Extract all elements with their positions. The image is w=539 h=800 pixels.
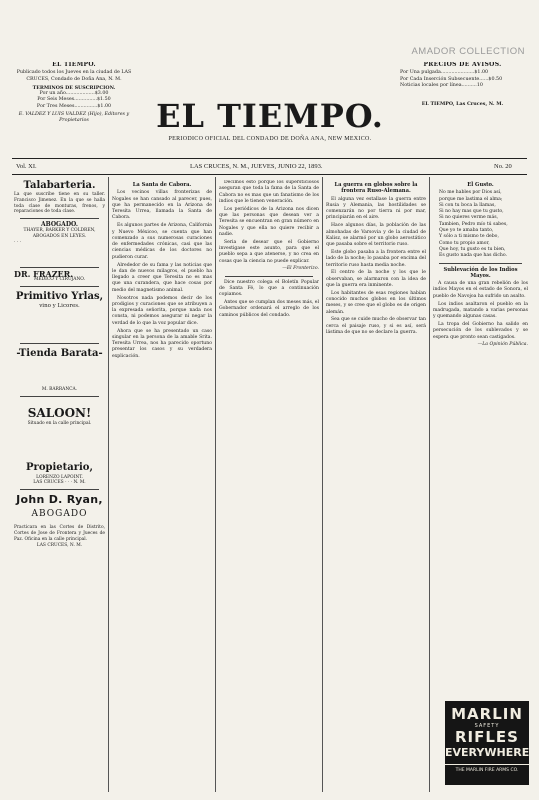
advertising-rate-line: Por Cada Inserción Subsecuente......$0.50 bbox=[400, 76, 503, 82]
ad-saloon-filler bbox=[14, 427, 105, 461]
poem-line: Si no hay mas que tu gusto, bbox=[439, 209, 504, 215]
masthead-title: EL TIEMPO. bbox=[156, 97, 384, 135]
advertising-rates-box bbox=[400, 62, 525, 142]
poem-line: No me hables por Dios así, bbox=[439, 190, 502, 196]
advert-line: MARLIN bbox=[451, 705, 523, 723]
advertising-rate-line: Por Una pulgada......................$1.00 bbox=[400, 70, 489, 76]
ad-frazer-sub: MEDICO Y CIRUJANO. bbox=[33, 277, 86, 283]
advertising-box-footer: EL TIEMPO, Las Cruces, N. M. bbox=[421, 101, 504, 108]
poem-line: Si no quieres verme más, bbox=[439, 215, 499, 221]
article-paragraph: Decimos esto porque los supersticiosos aseguran que toda la fama de la Santa de Cabora no es mas que un fanatismo de los indios que le tienen veneración. bbox=[219, 180, 319, 204]
subscription-line: Por Tres Meses...............$1.00 bbox=[36, 103, 112, 109]
ad-propietario-sub: LORENZO LAPOINT. bbox=[36, 474, 83, 480]
article-paragraph: Los vecinos villas fronterizas de Nogales se han cansado al parecer, pues, que ha permanecido en la Arizona de Teresita Urrea, llamada la Santa de Cabora. bbox=[112, 190, 212, 221]
ad-tienda-filler bbox=[14, 361, 105, 387]
article-column-2 bbox=[112, 180, 212, 792]
ad-ryan-title: John D. Ryan, bbox=[16, 493, 103, 507]
poem-body bbox=[433, 190, 528, 259]
article-paragraph: Es algunos partes de Arizona, California y Nuevo Méxicoo, se cuenta que han comenzado a sus numerosas curaciones de enfermedades crónicas, casi que las ciencias médicas de los doctores no pudieron curar. bbox=[112, 223, 212, 260]
dateline: LAS CRUCES, N. M., JUEVES, JUNIO 22, 1893. bbox=[190, 163, 323, 170]
poem-line: porque me lastima el alma; bbox=[439, 196, 503, 202]
subscription-line: Por Seis Meses...............$1.50 bbox=[37, 97, 111, 103]
article-paragraph: A causa de una gran rebelión de los indios Mayos en el estado de Sonora, el pueblo de Navojoa ha sufrido un asalto. bbox=[433, 281, 528, 299]
ad-saloon-title: SALOON! bbox=[27, 405, 92, 420]
ad-separator bbox=[20, 489, 99, 490]
ad-yrlas-sub: vino y Licores. bbox=[39, 303, 80, 310]
issue-number: No. 20 bbox=[494, 163, 512, 170]
article-paragraph: Ahora que se ha presentado un caso singular en la persona de la amable Srita. Teresita Urrea, nos ha parecido oportuno presentar los casos y su verdadera explicación. bbox=[112, 328, 212, 359]
ad-ryan-sub: ABOGADO bbox=[31, 509, 88, 520]
ad-frazer-title: DR. FRAZER. bbox=[14, 269, 74, 280]
ad-abogado-line: THAYER, BARKER Y COLDREN, ABOGADOS EN LEYES. bbox=[23, 228, 96, 240]
article-signoff: —El Fronterizo. bbox=[282, 266, 319, 272]
poem-line: Que hoy, tu gusto es tu bien, bbox=[439, 246, 506, 252]
ad-separator bbox=[20, 286, 99, 287]
column-divider bbox=[215, 177, 216, 792]
article-paragraph: Alrededor de su fama y las noticias que le dan de nuevos milagros, el pueblo ha llegado a creer que Teresita no es mas que una curandera, que hace cosas por medio del magnetismo animal. bbox=[112, 262, 212, 293]
ad-tienda-title: -Tienda Barata- bbox=[16, 347, 103, 359]
article-paragraph: Dice nuestro colega el Boletín Popular de Santa Fé, lo que a continuación copiamos. bbox=[219, 279, 319, 298]
subscription-intro: Publicado todos los Jueves en la ciudad de LAS CRUCES, Condado de Doña Ana, N. M. bbox=[16, 70, 132, 82]
advert-line: EVERYWHERE bbox=[445, 746, 530, 759]
advertising-rates-heading: PRECIOS DE AVISOS. bbox=[423, 62, 502, 68]
article-paragraph: Seria de desear que el Gobierno investigase este asunto, para que el pueblo sepa a que atenerse, y no crea en cosas que la ciencia no puede explicar. bbox=[219, 239, 319, 264]
collection-stamp: AMADOR COLLECTION bbox=[411, 46, 525, 57]
column-divider bbox=[322, 177, 323, 792]
poem-heading: El Gusto. bbox=[467, 182, 494, 188]
article-paragraph: Los habitantes de esas regiones habían conocido muchos globos en los últimos meses, y se cree que el globo es de origen alemán. bbox=[326, 290, 426, 315]
article-paragraph: La tropa del Gobierno ha salido en persecución de los sublevados y se espera que pronto sean castigados. bbox=[433, 321, 528, 340]
poem-line: Que yo te amaba tanto, bbox=[439, 228, 494, 234]
ad-separator bbox=[20, 343, 99, 344]
subscription-publishers: E. VALDEZ Y LUIS VALDEZ (Hijo), Editores y Propietarios bbox=[18, 112, 130, 124]
masthead-rule-top bbox=[12, 158, 527, 159]
advert-line: RIFLES bbox=[455, 728, 519, 746]
ad-abogado-title: ABOGADO. bbox=[40, 221, 78, 229]
ad-ryan-text: Practicara en las Cortes de Distrito, Cortes de Jose de Frontera y Jueces de Paz. Oficina en la calle principal. bbox=[14, 525, 105, 542]
subscription-heading: TERMINOS DE SUSCRIPCION. bbox=[32, 84, 116, 91]
ad-yrlas-filler bbox=[14, 310, 105, 340]
poem-line: Y sólo a ti mismo te debo, bbox=[439, 234, 499, 240]
article-column-3 bbox=[219, 180, 319, 792]
article-signoff: —La Opinión Pública. bbox=[477, 342, 528, 348]
article-paragraph: El alguna vez estallase la guerra entre Rusia y Alemania, las hostilidades se comenzarán no por tierra ni por mar, principiarán en el aire. bbox=[326, 196, 426, 221]
article-paragraph: Sea que se cuide mucho de observar tan cerca el paisaje ruso, y si es así, será lástima de que no se declare la guerra. bbox=[326, 317, 426, 336]
marlin-rifles-advertisement bbox=[445, 701, 529, 785]
article-paragraph: Nosotros nada podemos decir de los prodigios y curaciones que se atribuyen a la expresada señorita, porque nada nos consta, ni podemos asegurar ni negar la verdad de lo que la voz popular dice. bbox=[112, 295, 212, 326]
ad-saloon-sub: Situado en la calle principal. bbox=[27, 420, 92, 426]
ad-separator bbox=[20, 218, 99, 219]
ad-ryan-footer: LAS CRUCES, N. M. bbox=[36, 542, 83, 548]
column-divider bbox=[429, 177, 430, 792]
article-paragraph: Antes que se cumplan dos meses más, el Gobernador ordenará el arreglo de los caminos públicos del condado. bbox=[219, 300, 319, 318]
ad-abogado-filler: · · · bbox=[14, 240, 21, 246]
masthead-subtitle: PERIODICO OFICIAL DEL CONDADO DE DOÑA ANA, NEW MEXICO. bbox=[168, 136, 372, 142]
ad-separator bbox=[20, 267, 99, 268]
column-divider bbox=[108, 177, 109, 792]
article-paragraph: Los indios asaltaron el pueblo en la madrugada, matando a varias personas y quemando algunas casas. bbox=[433, 301, 528, 320]
article-heading: La guerra en globos sobre la frontera Ruso-Alemana. bbox=[334, 182, 418, 195]
article-paragraph: Hace algunos días, la población de las almohadas de Varsovia y de la ciudad de Kalisz, se alarmó por un globo aerostático que pasaba sobre el territorio ruso. bbox=[326, 223, 426, 248]
advertisements-column bbox=[14, 180, 105, 792]
article-separator bbox=[439, 263, 522, 264]
ad-separator bbox=[20, 396, 99, 397]
article-column-5 bbox=[433, 180, 528, 698]
ad-talabarteria-text: La que suscribe tiene en su taller. Francisco Jimenez. En la que se halla toda clase de monturas, frenos, y reparaciones de toda clase. bbox=[14, 192, 105, 215]
poem-line: Tambien, Pedro mío tú sabes, bbox=[439, 221, 508, 227]
advertising-rate-line: Noticias locales por línea..........10 bbox=[400, 82, 483, 88]
ad-tienda-sub: M. BARRANCA. bbox=[41, 386, 78, 392]
article-separator bbox=[225, 276, 313, 277]
poem-line: Si con tu boca la llamas, bbox=[439, 202, 496, 208]
ad-talabarteria-title: Talabarteria. bbox=[23, 180, 96, 191]
subscription-box bbox=[14, 62, 134, 142]
advert-line: THE MARLIN FIRE ARMS CO. bbox=[445, 764, 529, 775]
poem-line: Como tu propio amor, bbox=[439, 240, 490, 246]
poem-line: Es gusto nada que has dicho. bbox=[439, 253, 508, 259]
subscription-line: Por un año...................$3.00 bbox=[39, 91, 109, 97]
ad-yrlas-title: Primitivo Yrlas, bbox=[15, 291, 104, 303]
article-heading: La Santa de Cabora. bbox=[132, 182, 192, 188]
article-paragraph: El centro de la noche y los que le observaban, se alarmaron con la idea de que la guerra era inminente. bbox=[326, 270, 426, 288]
article-paragraph: Los periódicos de la Arizona nos dicen que las personas que desean ver a Teresita se encuentran en gran número en Nogales y que ella no quiere recibir a nadie. bbox=[219, 206, 319, 237]
subscription-paper-name: EL TIEMPO. bbox=[52, 62, 96, 68]
advert-line: SAFETY bbox=[474, 723, 500, 729]
article-paragraph: Este globo pasaba a la frontera entre el lado de la noche; lo pasaba por encima del territorio ruso hasta media noche. bbox=[326, 249, 426, 268]
article-column-4 bbox=[326, 180, 426, 792]
ad-propietario-footer: LAS CRUCES · · · N. M. bbox=[33, 480, 86, 486]
volume-label: Vol. XI. bbox=[16, 163, 37, 170]
ad-propietario-title: Propietario, bbox=[26, 461, 93, 473]
masthead-rule-bottom bbox=[12, 174, 527, 175]
article-heading: Sublevación de los Indios Mayos. bbox=[443, 266, 518, 279]
